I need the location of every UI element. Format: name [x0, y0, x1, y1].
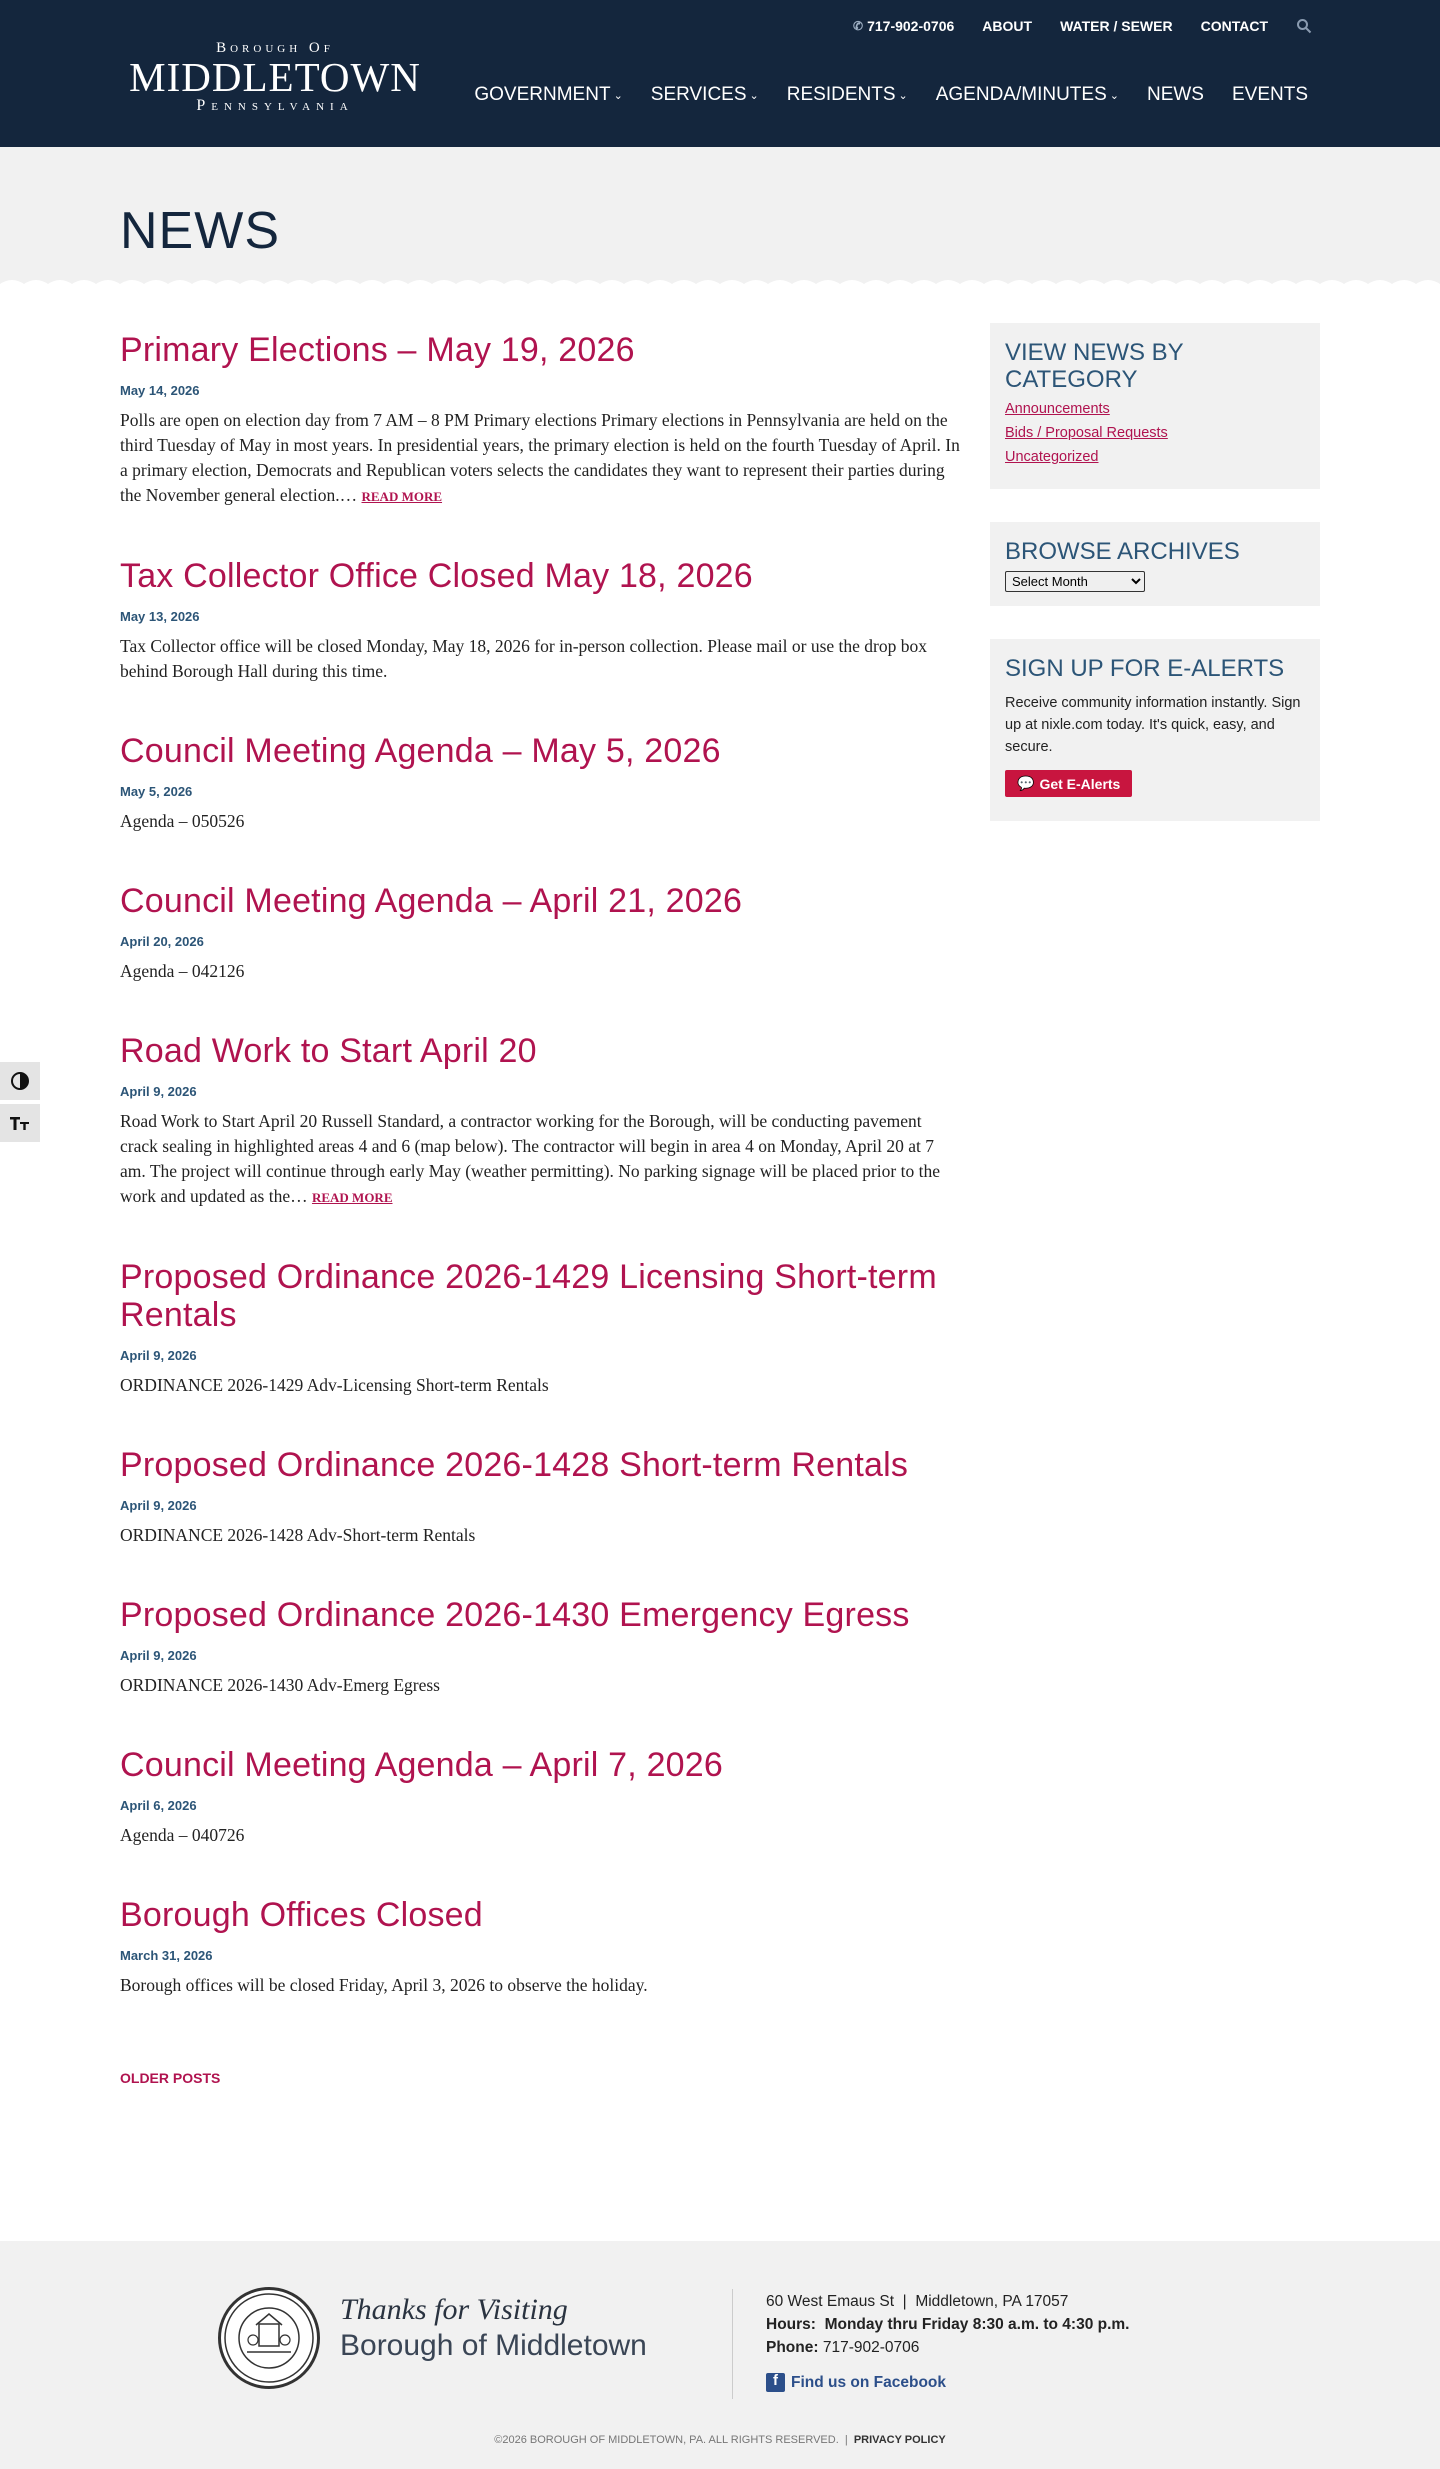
logo-line1: Borough Of [216, 40, 334, 56]
get-ealerts-button[interactable] [1005, 770, 1132, 797]
privacy-policy-link[interactable]: PRIVACY POLICY [853, 2434, 946, 2446]
post-excerpt: Tax Collector office will be closed Monday, May 18, 2026 for in-person collection. Please mail or use the drop box behind Borough Hall during this time. [120, 636, 927, 681]
post-title[interactable]: Tax Collector Office Closed May 18, 2026 [120, 557, 753, 595]
news-post [120, 1446, 960, 1548]
archive-month-select[interactable] [1005, 571, 1145, 592]
news-post [120, 1596, 960, 1698]
nav-label: GOVERNMENT [474, 84, 611, 105]
post-title[interactable]: Proposed Ordinance 2026-1428 Short-term Rentals [120, 1446, 909, 1484]
facebook-link[interactable] [766, 2371, 1129, 2394]
nav-label: AGENDA/MINUTES [935, 84, 1107, 105]
post-excerpt: ORDINANCE 2026-1430 Adv-Emerg Egress [120, 1675, 440, 1695]
post-date: May 5, 2026 [120, 784, 193, 799]
archives-widget [990, 522, 1320, 606]
contact-link[interactable]: CONTACT [1200, 18, 1268, 34]
nav-label: EVENTS [1231, 84, 1308, 105]
post-title[interactable]: Council Meeting Agenda – April 7, 2026 [120, 1746, 724, 1784]
footer-divider [732, 2289, 733, 2399]
facebook-label: Find us on Facebook [791, 2374, 947, 2391]
contrast-icon [10, 1071, 30, 1091]
main-nav [474, 84, 1308, 106]
excerpt-text: Polls are open on election day from 7 AM – 8 PM Primary elections Primary elections in Pennsylvania are held on the third Tuesday of May in most years. In presidential years, the primary election is held on the fourth Tuesday of April. In a primary election, Democrats and Republican voters selects the candidates they want to represent their parties during the November general election.… [120, 410, 960, 505]
footer-borough-name: Borough of Middletown [340, 2329, 647, 2362]
footer-phone [766, 2336, 1129, 2359]
news-post [120, 331, 960, 509]
nav-news[interactable] [1147, 84, 1204, 106]
phone-value: 717-902-0706 [822, 2339, 920, 2356]
widget-title: BROWSE ARCHIVES [1005, 538, 1240, 565]
post-excerpt: Borough offices will be closed Friday, April 3, 2026 to observe the holiday. [120, 1975, 648, 1995]
category-bids[interactable]: Bids / Proposal Requests [1005, 425, 1168, 441]
hours-value: Monday thru Friday 8:30 a.m. to 4:30 p.m. [824, 2316, 1130, 2333]
site-logo[interactable] [120, 40, 430, 115]
post-date: May 14, 2026 [120, 383, 200, 398]
chevron-down-icon: ⌄ [613, 89, 623, 102]
footer-thanks: Thanks for Visiting [340, 2293, 568, 2326]
news-post [120, 1032, 960, 1210]
category-widget [990, 323, 1320, 489]
footer-address: 60 West Emaus St | Middletown, PA 17057 [766, 2293, 1069, 2310]
post-excerpt: Agenda – 042126 [120, 961, 245, 981]
post-title[interactable]: Proposed Ordinance 2026-1429 Licensing Short-term Rentals [120, 1258, 937, 1334]
phone-label: Phone: [766, 2339, 819, 2356]
news-post [120, 557, 960, 684]
news-post [120, 732, 960, 834]
post-title[interactable]: Primary Elections – May 19, 2026 [120, 331, 635, 369]
about-link[interactable]: ABOUT [982, 18, 1033, 34]
category-uncategorized[interactable]: Uncategorized [1005, 449, 1099, 465]
phone-icon: ✆ [853, 19, 864, 33]
top-bar [853, 18, 1312, 34]
page-title-band [0, 147, 1440, 289]
logo-line3: Pennsylvania [196, 97, 354, 114]
post-title[interactable]: Borough Offices Closed [120, 1896, 483, 1934]
search-icon [1296, 18, 1312, 34]
post-date: April 20, 2026 [120, 934, 204, 949]
post-date: April 9, 2026 [120, 1084, 197, 1099]
widget-title: SIGN UP FOR E-ALERTS [1005, 655, 1285, 682]
post-title[interactable]: Council Meeting Agenda – May 5, 2026 [120, 732, 721, 770]
post-date: April 9, 2026 [120, 1498, 197, 1513]
site-header [0, 0, 1440, 147]
ealerts-widget [990, 639, 1320, 821]
nav-agenda-minutes[interactable] [936, 84, 1119, 106]
post-date: March 31, 2026 [120, 1948, 213, 1963]
post-excerpt: Agenda – 040726 [120, 1825, 245, 1845]
footer-contact-info [766, 2290, 1129, 2394]
footer-hours [766, 2313, 1129, 2336]
text-size-icon [9, 1114, 31, 1132]
read-more-link[interactable]: READ MORE [311, 1190, 393, 1205]
post-title[interactable]: Council Meeting Agenda – April 21, 2026 [120, 882, 743, 920]
chevron-down-icon: ⌄ [749, 89, 759, 102]
post-date: April 9, 2026 [120, 1348, 197, 1363]
widget-title: VIEW NEWS BY CATEGORY [1005, 339, 1184, 393]
seal-icon [223, 2292, 315, 2384]
post-excerpt [120, 408, 960, 509]
post-excerpt: ORDINANCE 2026-1429 Adv-Licensing Short-term Rentals [120, 1375, 549, 1395]
news-list [120, 331, 960, 2088]
search-button[interactable] [1296, 18, 1312, 34]
news-post [120, 1896, 960, 1998]
hours-label: Hours: [766, 2316, 816, 2333]
news-post [120, 1258, 960, 1398]
phone-number: 717-902-0706 [867, 18, 955, 34]
logo-line2: MIDDLETOWN [129, 54, 421, 100]
category-announcements[interactable]: Announcements [1005, 401, 1110, 417]
post-excerpt: Agenda – 050526 [120, 811, 245, 831]
text-size-toggle[interactable] [0, 1104, 40, 1142]
facebook-icon: f [766, 2373, 785, 2392]
older-posts-link[interactable]: OLDER POSTS [120, 2070, 221, 2086]
nav-events[interactable] [1232, 84, 1308, 106]
content-area [0, 289, 1440, 2383]
post-title[interactable]: Road Work to Start April 20 [120, 1032, 537, 1070]
contrast-toggle[interactable] [0, 1062, 40, 1100]
post-excerpt [120, 1109, 960, 1210]
nav-label: SERVICES [650, 84, 747, 105]
read-more-link[interactable]: READ MORE [361, 489, 443, 504]
nav-services[interactable] [651, 84, 759, 106]
copyright-text: ©2026 BOROUGH OF MIDDLETOWN, PA. ALL RIGHTS RESERVED. | [494, 2434, 854, 2446]
post-excerpt: ORDINANCE 2026-1428 Adv-Short-term Rentals [120, 1525, 476, 1545]
nav-label: NEWS [1146, 84, 1204, 105]
water-sewer-link[interactable]: WATER / SEWER [1060, 18, 1173, 34]
sidebar [990, 323, 1320, 854]
post-date: April 6, 2026 [120, 1798, 197, 1813]
button-label: Get E-Alerts [1039, 775, 1121, 792]
nav-residents[interactable] [787, 84, 908, 106]
chevron-down-icon: ⌄ [1109, 89, 1119, 102]
excerpt-text: Road Work to Start April 20 Russell Standard, a contractor working for the Borough, will be conducting pavement crack sealing in highlighted areas 4 and 6 (map below). The contractor will begin in area 4 on Monday, April 20 at 7 am. The project will continue through early May (weather permitting). No parking signage will be placed prior to the work and updated as the… [120, 1111, 940, 1206]
chevron-down-icon: ⌄ [898, 89, 908, 102]
page-title: NEWS [120, 202, 280, 260]
nav-government[interactable] [474, 84, 622, 106]
phone-link[interactable] [853, 18, 954, 34]
post-date: May 13, 2026 [120, 609, 200, 624]
news-post [120, 1746, 960, 1848]
wave-divider [0, 276, 1440, 290]
nav-label: RESIDENTS [786, 84, 896, 105]
copyright [0, 2434, 1440, 2446]
post-title[interactable]: Proposed Ordinance 2026-1430 Emergency Egress [120, 1596, 910, 1634]
borough-seal [218, 2287, 320, 2389]
post-date: April 9, 2026 [120, 1648, 197, 1663]
news-post [120, 882, 960, 984]
ealerts-text: Receive community information instantly. Sign up at nixle.com today. It's quick, easy, and secure. [1005, 695, 1301, 755]
chat-bubble-icon: 💬 [1017, 775, 1035, 791]
site-footer [0, 2241, 1440, 2469]
